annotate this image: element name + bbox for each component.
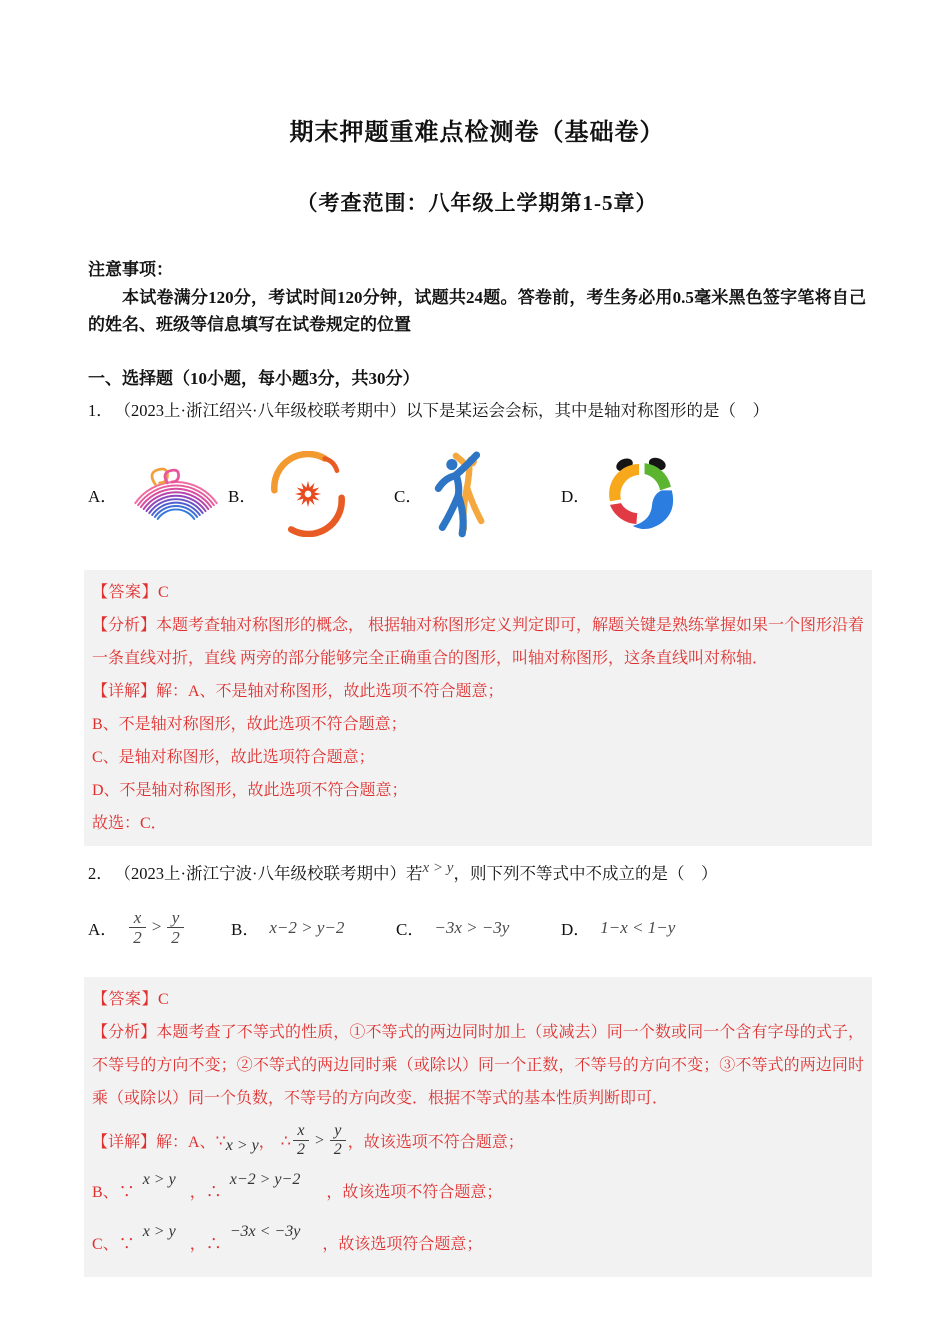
option-b-label: B． bbox=[228, 486, 257, 506]
detail-line-a: 【详解】解：A、不是轴对称图形，故此选项不符合题意； bbox=[92, 683, 504, 701]
option-d-math: 1−x < 1−y bbox=[600, 917, 676, 937]
four-color-ring-logo bbox=[600, 453, 680, 535]
analysis-line: 【分析】本题考查轴对称图形的概念， 根据轴对称图形定义判定即可，解题关键是熟练掌握如果一个图形沿着一条直线对折，直线 两旁的部分能够完全正确重合的图形，叫轴对称图形，这条直线叫对称轴． bbox=[92, 617, 865, 668]
conclusion-line: 故选：C． bbox=[92, 815, 167, 833]
answer-tag: 【答案】 bbox=[92, 990, 159, 1008]
question-2-option-c bbox=[396, 915, 561, 940]
page-title: 期末押题重难点检测卷（基础卷） bbox=[289, 120, 665, 146]
answer-line bbox=[92, 576, 864, 609]
question-2-option-b bbox=[231, 915, 396, 940]
detail-line-a: 【详解】解：A、 ∵ x > y ， ∴ $\frac{x}{2}$ > $\frac{y}{2}$ ，故该选项不符合题意； bbox=[92, 1121, 524, 1159]
answer-value: C bbox=[158, 584, 169, 602]
question-1-text: （2023上·浙江绍兴·八年级校联考期中）以下是某运会会标，其中是轴对称图形的是（ ） bbox=[122, 401, 769, 421]
question-2-answer-block bbox=[84, 977, 872, 1277]
question-1-option-a bbox=[88, 458, 228, 530]
dancing-figures-logo bbox=[432, 441, 494, 547]
detail-b-math-1: x > y bbox=[142, 1170, 176, 1188]
question-1-option-c bbox=[394, 441, 561, 547]
option-d-label: D． bbox=[561, 920, 591, 940]
question-2-number: 2． bbox=[88, 864, 113, 884]
answer-value: C bbox=[158, 990, 169, 1008]
question-2-option-a bbox=[88, 909, 231, 948]
option-c-label: C． bbox=[396, 920, 425, 940]
detail-line-b: B、不是轴对称图形，故此选项不符合题意； bbox=[92, 716, 407, 734]
question-2-option-d bbox=[561, 915, 675, 940]
notice-heading: 注意事项： bbox=[88, 260, 173, 279]
option-b-label: B． bbox=[231, 920, 260, 940]
question-2-options-row bbox=[88, 899, 866, 957]
detail-a-math-1: x > y bbox=[225, 1136, 259, 1154]
question-2-stem bbox=[88, 862, 866, 887]
option-d-label: D． bbox=[561, 486, 591, 506]
analysis-line: 【分析】本题考查了不等式的性质，①不等式的两边同时加上（或减去）同一个数或同一个含有字母的式子，不等号的方向不变；②不等式的两边同时乘（或除以）同一个正数，不等号的方向不变；③不等式的两边同时乘（或除以）同一个负数，不等号的方向改变．根据不等式的基本性质判断即可． bbox=[92, 1023, 864, 1107]
question-2-inline-math: x > y bbox=[422, 860, 454, 877]
question-1-option-b bbox=[228, 451, 394, 537]
detail-c-math-2: −3x < −3y bbox=[229, 1222, 301, 1240]
answer-line bbox=[92, 983, 864, 1016]
question-1-answer-block bbox=[84, 570, 872, 846]
flame-swirl-sun-logo bbox=[266, 451, 350, 537]
detail-line-b: B、∵x > y，∴x−2 > y−2，故该选项不符合题意； bbox=[92, 1170, 503, 1201]
option-c-label: C． bbox=[394, 486, 423, 506]
notice-body: 本试卷满分120分，考试时间120分钟，试题共24题。答卷前，考生务必用0.5毫米黑色签字笔将自己的姓名、班级等信息填写在试卷规定的位置 bbox=[88, 288, 866, 335]
asian-games-fan-logo bbox=[127, 458, 225, 530]
detail-line-c: C、是轴对称图形，故此选项符合题意； bbox=[92, 749, 375, 767]
answer-tag: 【答案】 bbox=[92, 584, 159, 602]
detail-a-math-2: $\frac{x}{2}$ > $\frac{y}{2}$ bbox=[291, 1123, 348, 1160]
option-a-label: A． bbox=[88, 486, 118, 506]
option-a-math: $\frac{x}{2}$ > $\frac{y}{2}$ bbox=[127, 909, 185, 948]
detail-c-math-1: x > y bbox=[142, 1222, 176, 1240]
detail-line-c: C、∵x > y，∴−3x < −3y，故该选项符合题意； bbox=[92, 1222, 483, 1253]
option-b-math: x−2 > y−2 bbox=[269, 917, 345, 937]
question-1-stem bbox=[88, 399, 866, 424]
question-2-text-suffix: ，则下列不等式中不成立的是（ ） bbox=[453, 864, 718, 884]
option-c-math: −3x > −3y bbox=[434, 917, 510, 937]
question-1-number: 1． bbox=[88, 401, 113, 421]
detail-b-math-2: x−2 > y−2 bbox=[229, 1170, 301, 1188]
question-2-text-prefix: （2023上·浙江宁波·八年级校联考期中）若 bbox=[122, 864, 423, 884]
detail-line-d: D、不是轴对称图形，故此选项不符合题意； bbox=[92, 782, 408, 800]
question-1-options-row bbox=[88, 438, 866, 550]
section-header-choice: 一、选择题（10小题，每小题3分，共30分） bbox=[88, 369, 420, 389]
question-1-option-d bbox=[561, 453, 680, 535]
page-subtitle: （考查范围：八年级上学期第1-5章） bbox=[296, 191, 658, 215]
option-a-label: A． bbox=[88, 920, 118, 940]
